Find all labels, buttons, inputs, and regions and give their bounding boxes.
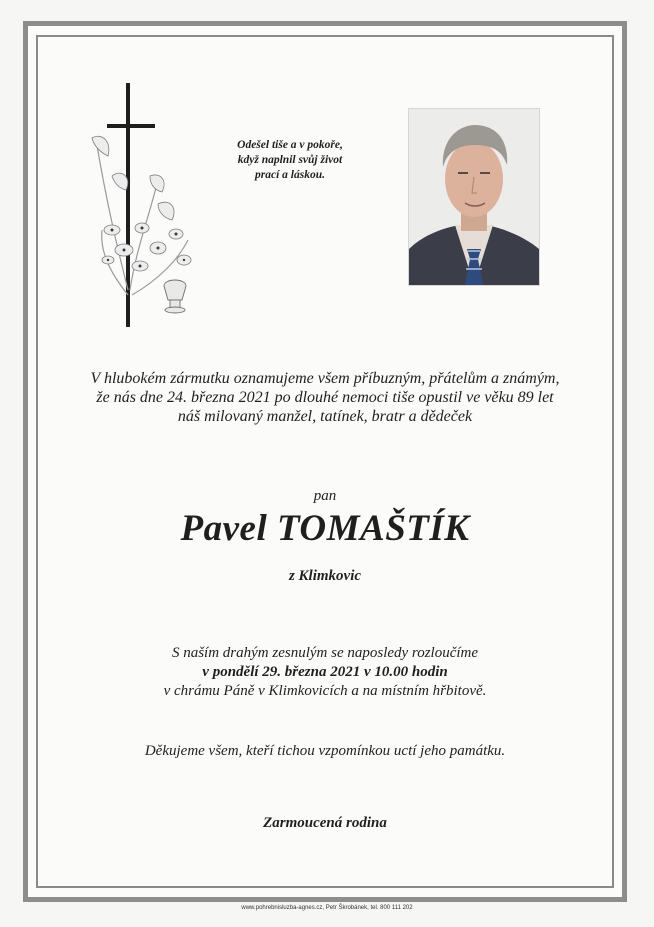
thanks-text: Děkujeme všem, kteří tichou vzpomínkou uctí jeho památku.	[144, 743, 506, 759]
deceased-origin: z Klimkovic	[288, 568, 362, 584]
portrait-photo	[408, 108, 540, 286]
signature: Zarmoucená rodina	[263, 815, 387, 831]
announcement	[36, 369, 614, 426]
announcement-line: že nás dne 24. března 2021 po dlouhé nemoci tiše opustil ve věku 89 let	[96, 389, 554, 406]
cross-with-flowers-icon	[88, 80, 203, 330]
motto	[195, 138, 385, 183]
farewell-place: v chrámu Páně v Klimkovicích a na místním hřbitově.	[163, 683, 487, 699]
farewell-info	[36, 644, 614, 701]
motto-line: prací a láskou.	[255, 169, 325, 181]
announcement-line: náš milovaný manžel, tatínek, bratr a dědeček	[177, 408, 473, 425]
announcement-line: V hlubokém zármutku oznamujeme všem příbuzným, přátelům a známým,	[90, 370, 560, 387]
farewell-line: S naším drahým zesnulým se naposledy rozloučíme	[171, 645, 479, 661]
deceased-name: Pavel TOMAŠTÍK	[180, 508, 470, 549]
motto-line: Odešel tiše a v pokoře,	[237, 139, 343, 151]
motto-line: když naplnil svůj život	[237, 154, 343, 166]
farewell-date: v pondělí 29. března 2021 v 10.00 hodin	[202, 664, 448, 680]
honorific: pan	[313, 488, 337, 504]
footer-contact: www.pohrebnisluzba-agnes.cz, Petr Škrobánek, tel. 800 111 202	[241, 905, 413, 911]
